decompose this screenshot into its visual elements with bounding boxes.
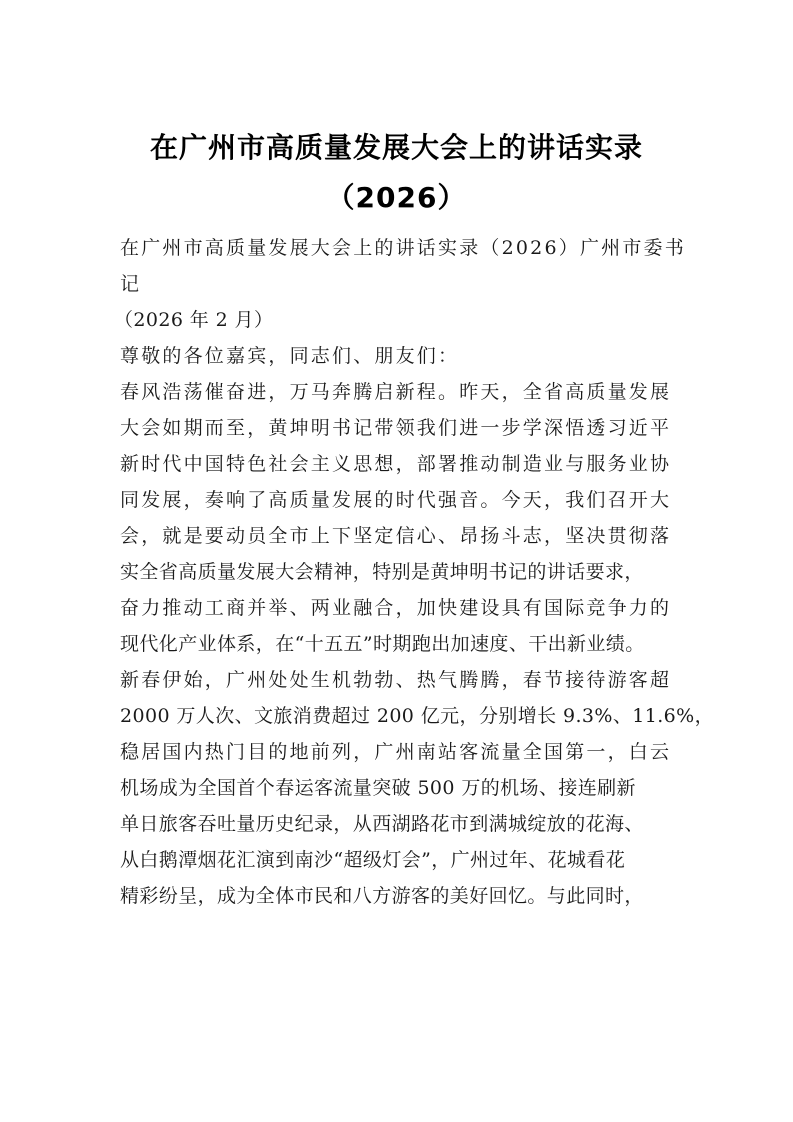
text-line: 新时代中国特色社会主义思想，部署推动制造业与服务业协 — [120, 453, 672, 475]
text-line: 奋力推动工商并举、两业融合，加快建设具有国际竞争力的 — [120, 597, 672, 619]
document-title: 在广州市高质量发展大会上的讲话实录 — [149, 131, 643, 164]
salutation-line: 尊敬的各位嘉宾，同志们、朋友们： — [120, 345, 460, 367]
text-line: 会，就是要动员全市上下坚定信心、昂扬斗志，坚决贯彻落 — [120, 525, 672, 547]
date-line: （2026 年 2 月） — [114, 309, 274, 331]
text-line: 在广州市高质量发展大会上的讲话实录（2026）广州市委书 — [120, 237, 686, 259]
text-line: 大会如期而至，黄坤明书记带领我们进一步学深悟透习近平 — [120, 417, 672, 439]
text-line: 记 — [120, 273, 142, 295]
text-line: 机场成为全国首个春运客流量突破 500 万的机场、接连刷新 — [120, 777, 636, 799]
document-title-year: （2026） — [326, 181, 467, 214]
text-line: 实全省高质量发展大会精神，特别是黄坤明书记的讲话要求， — [120, 561, 644, 583]
text-line: 现代化产业体系，在“十五五”时期跑出加速度、干出新业绩。 — [120, 633, 645, 655]
text-line: 新春伊始，广州处处生机勃勃、热气腾腾，春节接待游客超 — [120, 669, 672, 691]
text-line: 精彩纷呈，成为全体市民和八方游客的美好回忆。与此同时， — [120, 885, 644, 907]
text-line: 单日旅客吞吐量历史纪录，从西湖路花市到满城绽放的花海、 — [120, 813, 644, 835]
text-line: 同发展，奏响了高质量发展的时代强音。今天，我们召开大 — [120, 489, 672, 511]
text-line: 春风浩荡催奋进，万马奔腾启新程。昨天，全省高质量发展 — [120, 381, 672, 403]
document-body — [114, 230, 715, 914]
text-line: 从白鹅潭烟花汇演到南沙“超级灯会”，广州过年、花城看花 — [120, 849, 626, 871]
text-line: 2000 万人次、文旅消费超过 200 亿元，分别增长 9.3%、11.6%， — [120, 705, 715, 727]
text-line: 稳居国内热门目的地前列，广州南站客流量全国第一，白云 — [120, 741, 672, 763]
